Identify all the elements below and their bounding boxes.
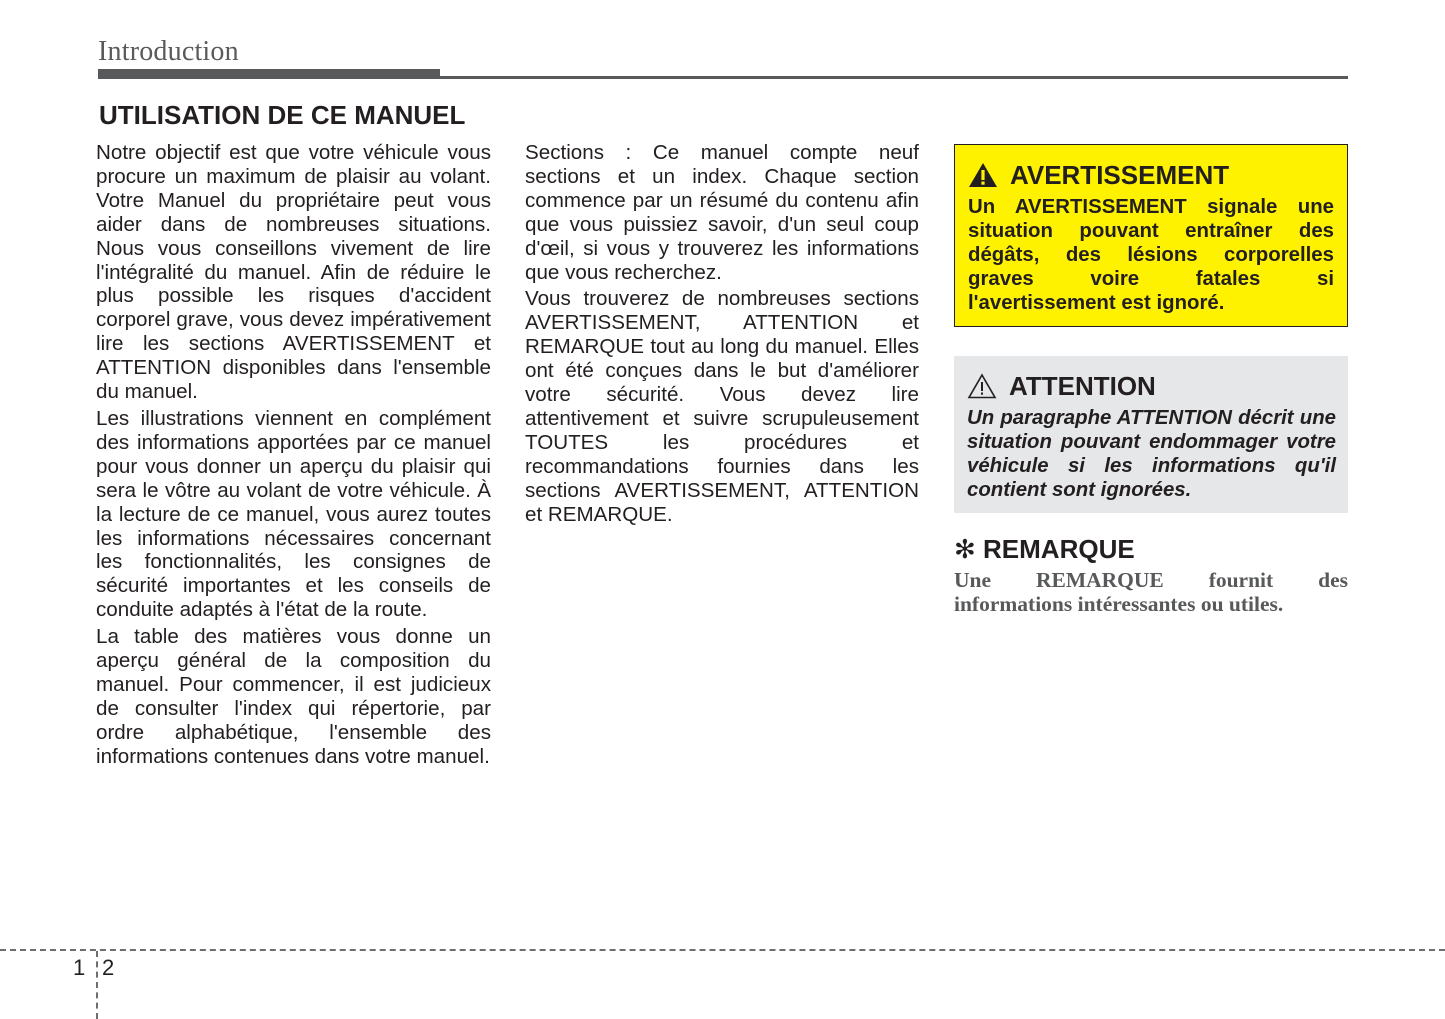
attention-box <box>954 356 1348 513</box>
paragraph: Vous trouverez de nombreuses sections AVERTISSEMENT, ATTENTION et REMARQUE tout au long du manuel. Elles ont été conçues dans le but d'améliorer votre sécurité. Vous devez lire attentivement et suivre scrupuleusement TOUTES les procédures et recommandations fournies dans les sections AVERTISSEMENT, ATTENTION et REMARQUE. <box>525 287 919 526</box>
chapter-number: 1 <box>73 955 86 980</box>
section-heading: UTILISATION DE CE MANUEL <box>99 100 466 130</box>
note-title: REMARQUE <box>983 534 1135 564</box>
attention-title: ATTENTION <box>1009 370 1156 401</box>
attention-text: Un paragraphe ATTENTION décrit une situation pouvant endommager votre véhicule si les informations qu'il contient sont ignorées. <box>967 407 1336 501</box>
text-column-2 <box>525 141 919 530</box>
asterisk-icon: ✻ <box>954 534 976 564</box>
text-column-1 <box>96 141 491 772</box>
paragraph: Les illustrations viennent en complément des informations apportées par ce manuel pour vous donner un aperçu du plaisir qui sera le vôtre au volant de votre véhicule. À la lecture de ce manuel, vous aurez toutes les informations nécessaires concernant les fonctionnalités, les consignes de sécurité importantes et les conseils de conduite adaptés à l'état de la route. <box>96 406 491 622</box>
footer-divider <box>0 949 1445 951</box>
paragraph: Notre objectif est que votre véhicule vous procure un maximum de plaisir au volant. Votre Manuel du propriétaire peut vous aider dans de nombreuses situations. Nous vous conseillons vivement de lire l'intégralité du manuel. Afin de réduire le plus possible les risques d'accident corporel grave, vous devez impérativement lire les sections AVERTISSEMENT et ATTENTION disponibles dans l'ensemble du manuel. <box>96 141 491 404</box>
page-number: 2 <box>102 955 115 980</box>
header-title: Introduction <box>98 36 239 67</box>
paragraph: La table des matières vous donne un aperçu général de la composition du manuel. Pour commencer, il est judicieux de consulter l'index qui répertorie, par ordre alphabétique, l'ensemble des informations contenues dans votre manuel. <box>96 625 491 768</box>
warning-title: AVERTISSEMENT <box>1010 159 1230 190</box>
warning-triangle-icon <box>968 162 998 188</box>
header-rule-thick <box>98 69 440 79</box>
paragraph: Sections : Ce manuel compte neuf sections et un index. Chaque section commence par un résumé du contenu afin que vous puissiez savoir, d'un seul coup d'œil, si vous y trouverez les informations que vous recherchez. <box>525 141 919 284</box>
attention-title-row <box>967 370 1336 402</box>
header-rule-thin <box>440 76 1348 79</box>
warning-title-row <box>968 159 1334 191</box>
warning-text: Un AVERTISSEMENT signale une situation pouvant entraîner des dégâts, des lésions corporelles graves voire fatales si l'avertissement est ignoré. <box>968 196 1334 314</box>
warning-box <box>954 144 1348 327</box>
note-title-row <box>954 534 1135 565</box>
note-text: Une REMARQUE fournit des informations intéressantes ou utiles. <box>954 568 1348 616</box>
footer-vertical-divider <box>96 951 98 1019</box>
caution-triangle-icon <box>967 373 997 399</box>
